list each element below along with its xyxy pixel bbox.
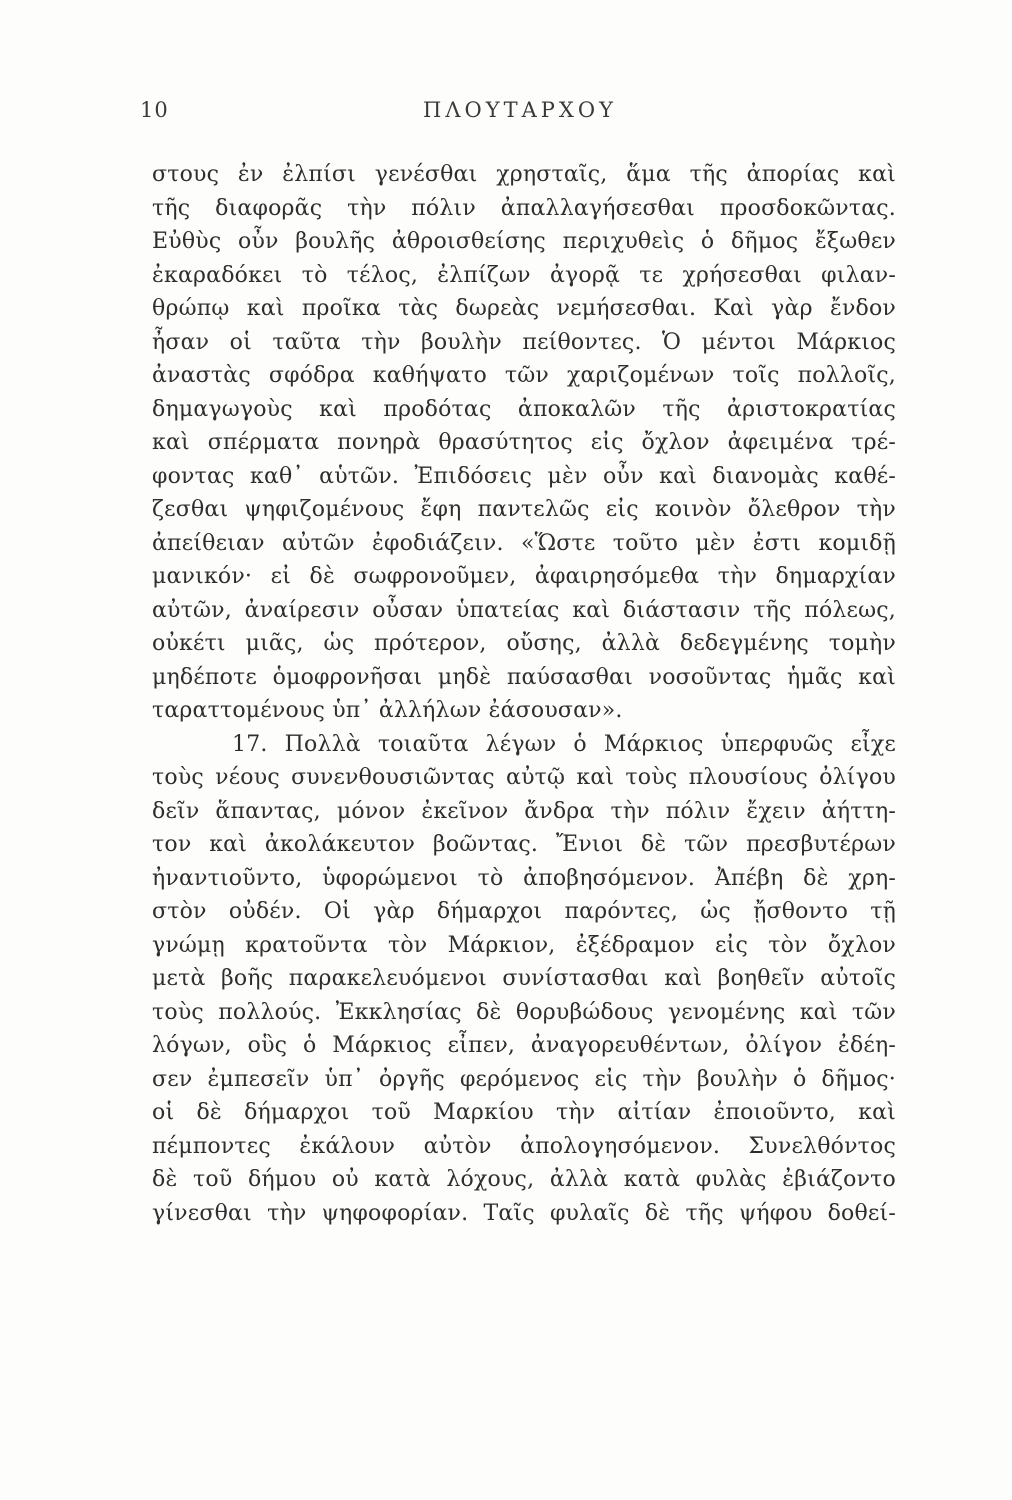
text-line: αὐτῶν, ἀναίρεσιν οὖσαν ὑπατείας καὶ διάστασιν τῆς πόλεως, (152, 597, 896, 623)
text-line: φοντας καθ᾽ αὑτῶν. Ἐπιδόσεις μὲν οὖν καὶ διανομὰς καθέ- (152, 463, 896, 489)
page-number: 10 (140, 98, 169, 122)
text-line: στους ἐν ἐλπίσι γενέσθαι χρησταῖς, ἅμα τῆς ἀπορίας καὶ (152, 162, 896, 187)
text-line: οἱ δὲ δήμαρχοι τοῦ Μαρκίου τὴν αἰτίαν ἐποιοῦντο, καὶ (152, 1100, 896, 1125)
text-line: δὲ τοῦ δήμου οὐ κατὰ λόχους, ἀλλὰ κατὰ φυλὰς ἐβιάζοντο (152, 1167, 896, 1192)
text-line: μηδέποτε ὁμοφρονῆσαι μηδὲ παύσασθαι νοσοῦντας ἡμᾶς καὶ (152, 664, 896, 690)
text-line: δημαγωγοὺς καὶ προδότας ἀποκαλῶν τῆς ἀριστοκρατίας (152, 396, 896, 422)
text-line: καὶ σπέρματα πονηρὰ θρασύτητος εἰς ὄχλον ἀφειμένα τρέ- (152, 430, 896, 455)
text-line: ἀπείθειαν αὐτῶν ἐφοδιάζειν. «Ὥστε τοῦτο μὲν ἐστι κομιδῇ (152, 530, 896, 556)
page-header (140, 98, 900, 134)
text-line: μανικόν· εἰ δὲ σωφρονοῦμεν, ἀφαιρησόμεθα τὴν δημαρχίαν (152, 564, 896, 589)
text-line: Εὐθὺς οὖν βουλῆς ἀθροισθείσης περιχυθεὶς ὁ δῆμος ἔξωθεν (152, 229, 896, 254)
text-line: ταραττομένους ὑπ᾽ ἀλλήλων ἐάσουσαν». (152, 698, 623, 723)
text-line: τοὺς πολλούς. Ἐκκλησίας δὲ θορυβώδους γενομένης καὶ τῶν (152, 999, 896, 1025)
text-line: λόγων, οὓς ὁ Μάρκιος εἶπεν, ἀναγορευθέντων, ὀλίγον ἐδέη- (152, 1033, 896, 1058)
body-text (152, 158, 896, 1230)
text-line: τοὺς νέους συνενθουσιῶντας αὐτῷ καὶ τοὺς πλουσίους ὀλίγου (152, 765, 896, 790)
text-line: μετὰ βοῆς παρακελευόμενοι συνίστασθαι καὶ βοηθεῖν αὐτοῖς (152, 966, 896, 991)
text-line: τῆς διαφορᾶς τὴν πόλιν ἀπαλλαγήσεσθαι προσδοκῶντας. (152, 195, 896, 221)
section-17-start: 17. Πολλὰ τοιαῦτα λέγων ὁ Μάρκιος ὑπερφυῶς εἶχε (232, 731, 896, 757)
text-line: τον καὶ ἀκολάκευτον βοῶντας. Ἔνιοι δὲ τῶν πρεσβυτέρων (152, 832, 896, 857)
text-line: ζεσθαι ψηφιζομένους ἔφη παντελῶς εἰς κοινὸν ὄλεθρον τὴν (152, 497, 896, 522)
text-line: οὐκέτι μιᾶς, ὡς πρότερον, οὔσης, ἀλλὰ δεδεγμένης τομὴν (152, 631, 896, 656)
text-line: γίνεσθαι τὴν ψηφοφορίαν. Ταῖς φυλαῖς δὲ τῆς ψήφου δοθεί- (152, 1200, 896, 1226)
text-line: ἐκαραδόκει τὸ τέλος, ἐλπίζων ἀγορᾷ τε χρήσεσθαι φιλαν- (152, 262, 896, 288)
text-line: σεν ἐμπεσεῖν ὑπ᾽ ὀργῆς φερόμενος εἰς τὴν βουλὴν ὁ δῆμος· (152, 1066, 896, 1092)
text-line: πέμποντες ἐκάλουν αὐτὸν ἀπολογησόμενον. Συνελθόντος (152, 1133, 896, 1159)
text-line: ἦσαν οἱ ταῦτα τὴν βουλὴν πείθοντες. Ὁ μέντοι Μάρκιος (152, 329, 896, 355)
text-line: θρώπῳ καὶ προῖκα τὰς δωρεὰς νεμήσεσθαι. Καὶ γὰρ ἔνδον (152, 296, 896, 321)
text-line: γνώμῃ κρατοῦντα τὸν Μάρκιον, ἐξέδραμον εἰς τὸν ὄχλον (152, 932, 896, 958)
text-line: δεῖν ἅπαντας, μόνον ἐκεῖνον ἄνδρα τὴν πόλιν ἔχειν ἀήττη- (152, 798, 896, 824)
text-line: ἠναντιοῦντο, ὑφορώμενοι τὸ ἀποβησόμενον. Ἀπέβη δὲ χρη- (152, 865, 896, 891)
text-line: ἀναστὰς σφόδρα καθήψατο τῶν χαριζομένων τοῖς πολλοῖς, (152, 363, 896, 388)
text-line: στὸν οὐδέν. Οἱ γὰρ δήμαρχοι παρόντες, ὡς ᾔσθοντο τῇ (152, 899, 896, 924)
running-title: ΠΛΟΥΤΑΡΧΟΥ (423, 98, 617, 122)
